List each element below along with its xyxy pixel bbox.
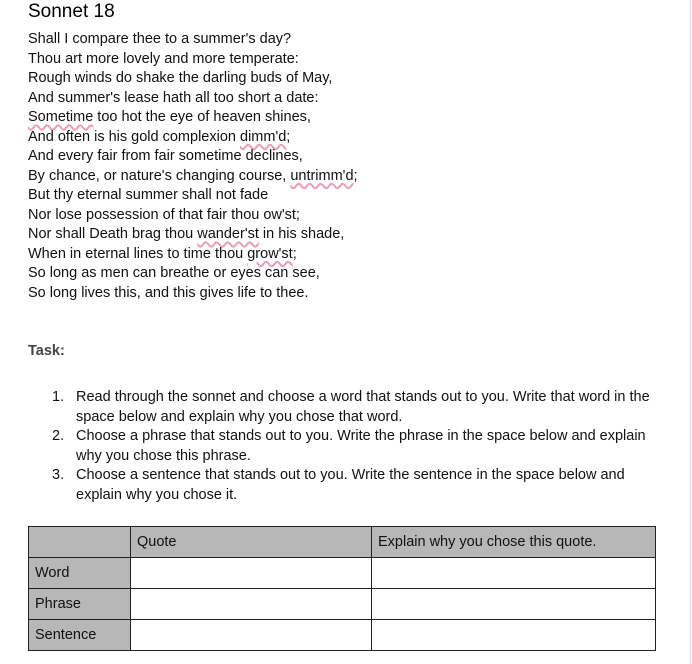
- misspelled-word[interactable]: untrimm'd: [290, 167, 354, 184]
- task-heading: Task:: [28, 343, 65, 359]
- task-list: [52, 388, 652, 505]
- poem-line: When in eternal lines to time thou grow'st;: [28, 245, 297, 262]
- task-number: 1.: [52, 389, 65, 405]
- poem-line: Thou art more lovely and more temperate:: [28, 50, 299, 67]
- table-header-explain: Explain why you chose this quote.: [372, 527, 656, 558]
- document-title: Sonnet 18: [28, 1, 115, 22]
- word-quote-cell[interactable]: [131, 558, 372, 589]
- misspelled-word[interactable]: dimm'd: [240, 128, 287, 145]
- poem-line: Shall I compare thee to a summer's day?: [28, 31, 292, 47]
- task-item: [52, 427, 652, 466]
- poem-line: But thy eternal summer shall not fade: [28, 187, 269, 203]
- task-item: [52, 466, 652, 505]
- poem-line: Nor shall Death brag thou wander'st in his shade,: [28, 226, 345, 242]
- word-explain-cell[interactable]: [372, 558, 656, 589]
- table-row: [29, 558, 656, 589]
- response-table: [28, 526, 656, 651]
- row-label-sentence: Sentence: [29, 620, 131, 651]
- sentence-quote-cell[interactable]: [131, 620, 372, 651]
- poem-line: Sometime too hot the eye of heaven shines,: [28, 109, 311, 125]
- poem-line: And summer's lease hath all too short a date:: [28, 89, 319, 106]
- row-label-word: Word: [29, 558, 131, 589]
- task-number: 2.: [52, 428, 65, 444]
- table-row: [29, 589, 656, 620]
- phrase-explain-cell[interactable]: [372, 589, 656, 620]
- task-text: Read through the sonnet and choose a word that stands out to you. Write that word in the space below and explain why you chose that word.: [76, 389, 650, 425]
- poem-line: And often is his gold complexion dimm'd;: [28, 128, 291, 145]
- poem-line: And every fair from fair sometime declines,: [28, 148, 303, 164]
- task-number: 3.: [52, 467, 65, 483]
- table-header-corner: [29, 527, 131, 558]
- misspelled-word[interactable]: grow'st: [247, 245, 293, 262]
- table-header-row: [29, 527, 656, 558]
- poem-line: Rough winds do shake the darling buds of May,: [28, 70, 333, 86]
- poem-body: [28, 30, 648, 303]
- misspelled-word[interactable]: wander'st: [197, 226, 259, 242]
- task-text: Choose a phrase that stands out to you. Write the phrase in the space below and explain why you chose this phrase.: [76, 428, 646, 464]
- table-header-quote: Quote: [131, 527, 372, 558]
- poem-line: Nor lose possession of that fair thou ow'st;: [28, 206, 300, 223]
- phrase-quote-cell[interactable]: [131, 589, 372, 620]
- task-item: [52, 388, 652, 427]
- table-row: [29, 620, 656, 651]
- row-label-phrase: Phrase: [29, 589, 131, 620]
- sentence-explain-cell[interactable]: [372, 620, 656, 651]
- poem-line: So long lives this, and this gives life to thee.: [28, 284, 309, 301]
- task-text: Choose a sentence that stands out to you. Write the sentence in the space below and explain why you chose it.: [76, 467, 625, 503]
- poem-line: So long as men can breathe or eyes can see,: [28, 265, 320, 281]
- poem-line: By chance, or nature's changing course, untrimm'd;: [28, 167, 358, 184]
- misspelled-word[interactable]: Sometime: [28, 109, 94, 125]
